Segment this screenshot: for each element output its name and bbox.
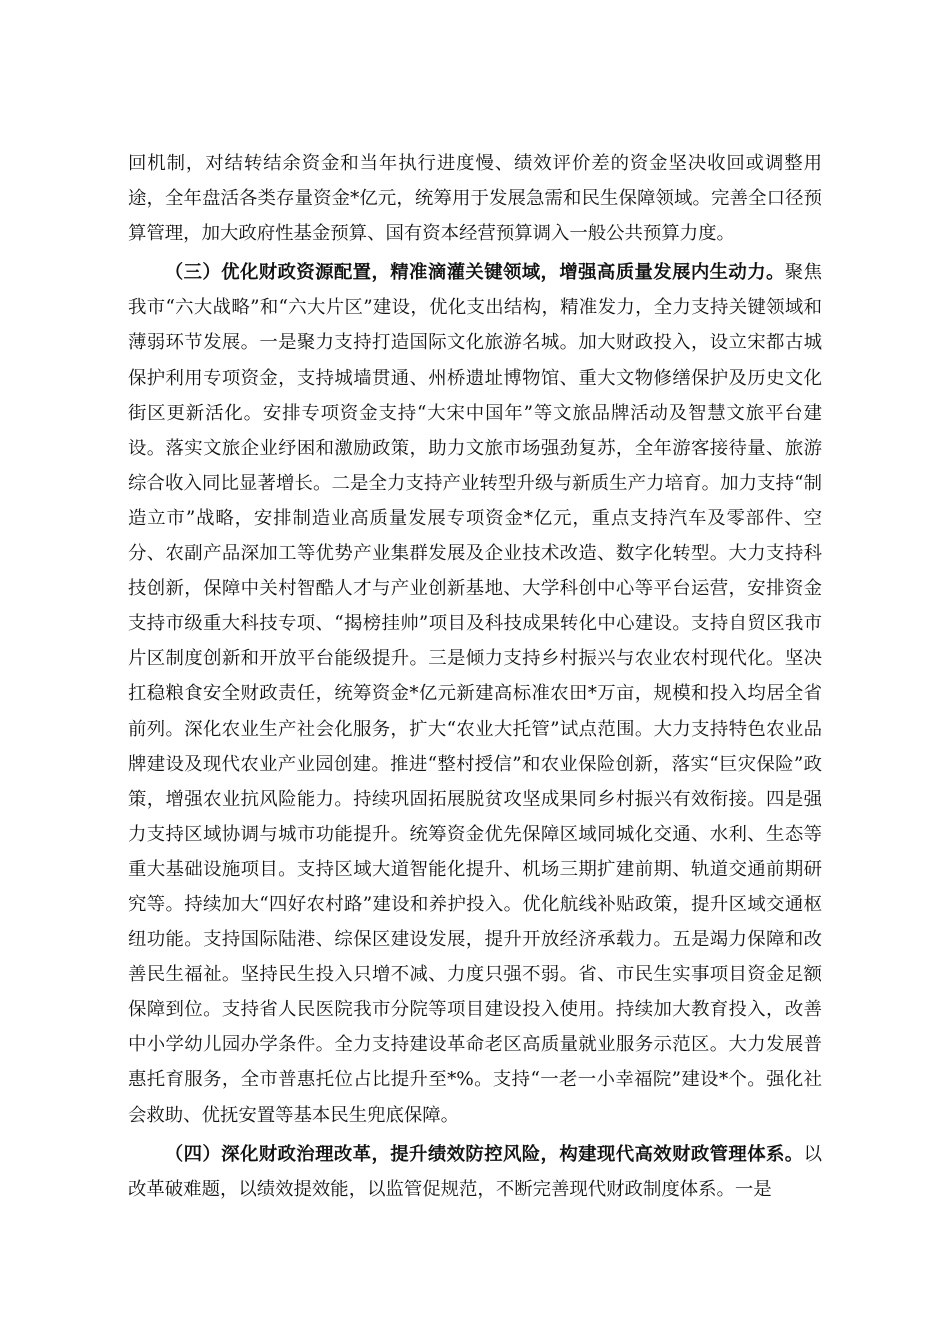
section-three-body: 聚焦我市“六大战略”和“六大片区”建设，优化支出结构，精准发力，全力支持关键领域和薄弱环节发展。一是聚力支持打造国际文化旅游名城。加大财政投入，设立宋都古城保护利用专项资金，支持城墙贯通、州桥遗址博物馆、重大文物修缮保护及历史文化街区更新活化。安排专项资金支持“大宋中国年”等文旅品牌活动及智慧文旅平台建设。落实文旅企业纾困和激励政策，助力文旅市场强劲复苏，全年游客接待量、旅游综合收入同比显著增长。二是全力支持产业转型升级与新质生产力培育。加力支持“制造立市”战略，安排制造业高质量发展专项资金*亿元，重点支持汽车及零部件、空分、农副产品深加工等优势产业集群发展及企业技术改造、数字化转型。大力支持科技创新，保障中关村智酷人才与产业创新基地、大学科创中心等平台运营，安排资金支持市级重大科技专项、“揭榜挂帅”项目及科技成果转化中心建设。支持自贸区我市片区制度创新和开放平台能级提升。三是倾力支持乡村振兴与农业农村现代化。坚决扛稳粮食安全财政责任，统筹资金*亿元新建高标准农田*万亩，规模和投入均居全省前列。深化农业生产社会化服务，扩大“农业大托管”试点范围。大力支持特色农业品牌建设及现代农业产业园创建。推进“整村授信”和农业保险创新，落实“巨灾保险”政策，增强农业抗风险能力。持续巩固拓展脱贫攻坚成果同乡村振兴有效衔接。四是强力支持区域协调与城市功能提升。统筹资金优先保障区域同城化交通、水利、生态等重大基础设施项目。支持区域大道智能化提升、机场三期扩建前期、轨道交通前期研究等。持续加大“四好农村路”建设和养护投入。优化航线补贴政策，提升区域交通枢纽功能。支持国际陆港、综保区建设发展，提升开放经济承载力。五是竭力保障和改善民生福祉。坚持民生投入只增不减、力度只强不弱。省、市民生实事项目资金足额保障到位。支持省人民医院我市分院等项目建设投入使用。持续加大教育投入，改善中小学幼儿园办学条件。全力支持建设革命老区高质量就业服务示范区。大力发展普惠托育服务，全市普惠托位占比提升至*%。支持“一老一小幸福院”建设*个。强化社会救助、优抚安置等基本民生兜底保障。 (128, 262, 822, 1126)
paragraph-body: 回机制，对结转结余资金和当年执行进度慢、绩效评价差的资金坚决收回或调整用途，全年盘活各类存量资金*亿元，统筹用于发展急需和民生保障领域。完善全口径预算管理，加大政府性基金预算、国有资本经营预算调入一般公共预算力度。 (128, 153, 822, 245)
paragraph-continuation (128, 146, 822, 251)
section-three-heading: （三）优化财政资源配置，精准滴灌关键领域，增强高质量发展内生动力。 (164, 262, 785, 284)
paragraph-section-three (128, 255, 822, 1132)
section-four-body: 以改革破难题，以绩效提效能，以监管促规范，不断完善现代财政制度体系。一是 (128, 1143, 822, 1200)
document-page (128, 146, 822, 1207)
paragraph-section-four (128, 1137, 822, 1207)
section-four-heading: （四）深化财政治理改革，提升绩效防控风险，构建现代高效财政管理体系。 (164, 1143, 804, 1165)
